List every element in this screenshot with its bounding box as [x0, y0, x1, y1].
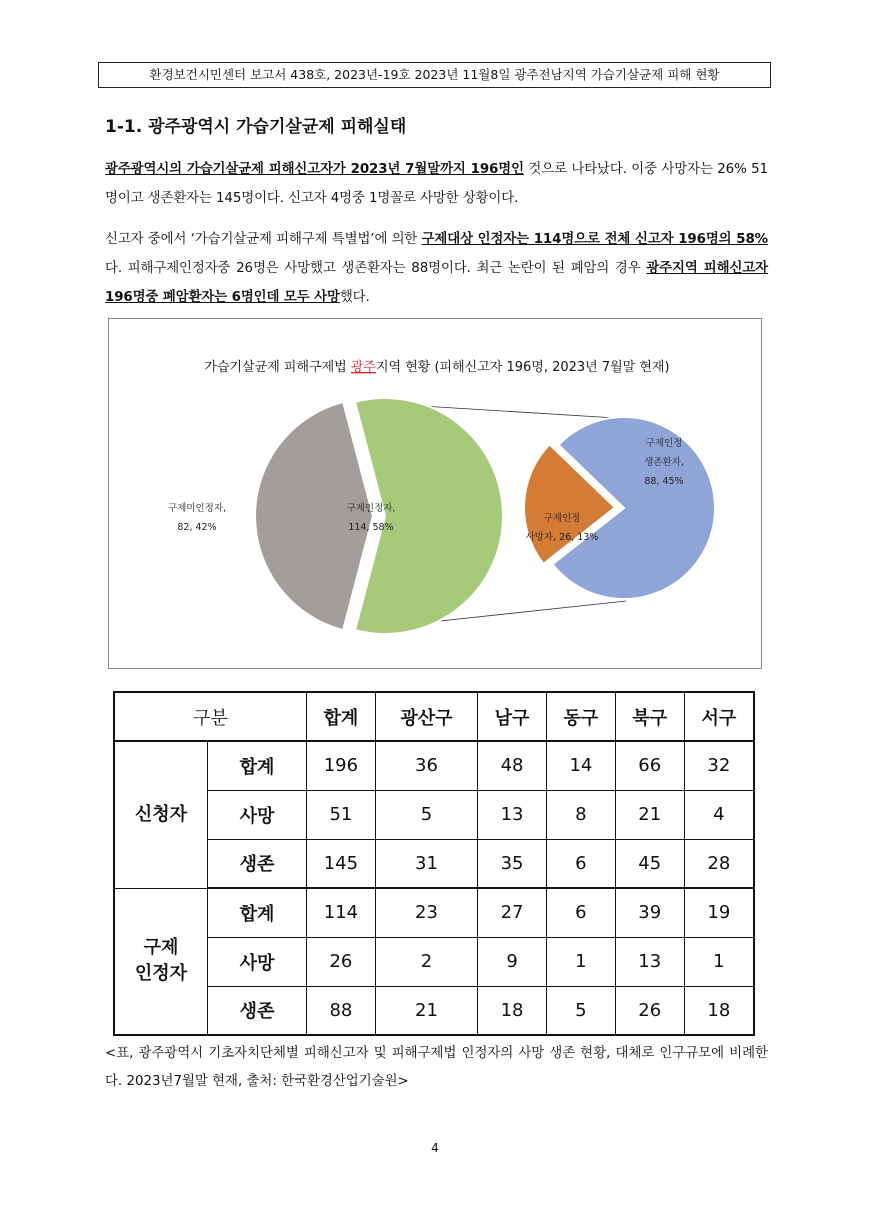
col-header: 합계 [307, 692, 376, 741]
sub-pie-label-deaths: 사망자, 26, 13% [525, 532, 599, 543]
table-row [114, 888, 754, 937]
table-cell: 19 [684, 888, 754, 937]
table-cell: 35 [478, 839, 547, 888]
table-caption: <표, 광주광역시 기초자치단체별 피해신고자 및 피해구제법 인정자의 사망 생존 현황, 대체로 인구규모에 비례한다. 2023년7월말 현재, 출처: 한국환경산업기술원> [105, 1046, 768, 1089]
table-cell: 45 [615, 839, 684, 888]
paragraph-1-highlight: 광주광역시의 가습기살균제 피해신고자가 2023년 7월말까지 196명인 [105, 162, 524, 177]
row-label: 사망 [208, 790, 307, 839]
pie-of-pie-chart [109, 319, 763, 670]
pie-label-recognized: 구제인정자, [346, 503, 396, 514]
paragraph-2-highlight-2: 광주지역 피해신고자 196명중 폐암환자는 6명인데 모두 사망 [105, 261, 768, 305]
table-row [114, 986, 754, 1035]
district-table [113, 691, 755, 1036]
pie-label-recognized: 114, 58% [348, 522, 394, 533]
chart-title-highlight: 광주 [350, 360, 376, 375]
table-cell: 9 [478, 937, 547, 986]
table-cell: 13 [615, 937, 684, 986]
pie-label-unrecognized: 82, 42% [177, 522, 217, 533]
table-cell: 5 [546, 986, 615, 1035]
paragraph-2-text-2: 다. 피해구제인정자중 26명은 사망했고 생존환자는 88명이다. 최근 논란이 된 폐암의 경우 [105, 261, 647, 276]
table-cell: 21 [615, 790, 684, 839]
section-title: 1-1. 광주광역시 가습기살균제 피해실태 [105, 117, 407, 137]
row-label: 생존 [208, 986, 307, 1035]
paragraph-2-text-1: 신고자 중에서 ‘가습기살균제 피해구제 특별법’에 의한 [105, 232, 422, 247]
table-cell: 8 [546, 790, 615, 839]
sub-pie-label-survivors: 구제인정 [645, 438, 683, 449]
table-header-row [114, 692, 754, 741]
table-cell: 39 [615, 888, 684, 937]
table-cell: 88 [307, 986, 376, 1035]
table-cell: 36 [375, 741, 477, 790]
pie-label-unrecognized: 구제미인정자, [167, 503, 227, 514]
table-cell: 1 [546, 937, 615, 986]
chart-title: 가습기살균제 피해구제법 광주지역 현황 (피해신고자 196명, 2023년 7월말 현재) [204, 360, 670, 375]
group-label: 신청자 [114, 741, 208, 888]
table-cell: 14 [546, 741, 615, 790]
row-label: 생존 [208, 839, 307, 888]
paragraph-1-text: 것으로 나타났다. 이중 사망자는 26% 51명이고 생존환자는 145명이다. 신고자 4명중 1명꼴로 사망한 상황이다. [105, 162, 768, 206]
table-cell: 26 [307, 937, 376, 986]
paragraph-1 [105, 155, 768, 213]
table-cell: 27 [478, 888, 547, 937]
col-header: 남구 [478, 692, 547, 741]
paragraph-2-text-3: 했다. [339, 290, 370, 305]
table-row [114, 937, 754, 986]
table-cell: 5 [375, 790, 477, 839]
pie-chart-frame [108, 318, 762, 669]
col-header: 서구 [684, 692, 754, 741]
sub-pie-label-deaths: 구제인정 [543, 513, 581, 524]
table-cell: 32 [684, 741, 754, 790]
table-cell: 23 [375, 888, 477, 937]
table-cell: 28 [684, 839, 754, 888]
pie-slice-recognized [355, 398, 503, 634]
table-row [114, 790, 754, 839]
col-header: 동구 [546, 692, 615, 741]
table-cell: 66 [615, 741, 684, 790]
table-cell: 196 [307, 741, 376, 790]
table-cell: 31 [375, 839, 477, 888]
table-cell: 18 [684, 986, 754, 1035]
table-cell: 18 [478, 986, 547, 1035]
report-header: 환경보건시민센터 보고서 438호, 2023년-19호 2023년 11월8일 광주전남지역 가습기살균제 피해 현황 [98, 62, 771, 88]
table-cell: 48 [478, 741, 547, 790]
table-corner: 구분 [114, 692, 307, 741]
row-label: 합계 [208, 741, 307, 790]
table-cell: 26 [615, 986, 684, 1035]
table-cell: 21 [375, 986, 477, 1035]
table-cell: 6 [546, 888, 615, 937]
table-row [114, 839, 754, 888]
pie-slice-unrecognized [255, 402, 373, 630]
sub-pie-label-survivors: 생존환자, [644, 457, 684, 468]
table-cell: 51 [307, 790, 376, 839]
col-header: 광산구 [375, 692, 477, 741]
table-cell: 1 [684, 937, 754, 986]
table-cell: 2 [375, 937, 477, 986]
table-cell: 145 [307, 839, 376, 888]
row-label: 사망 [208, 937, 307, 986]
table-cell: 13 [478, 790, 547, 839]
sub-pie-label-survivors: 88, 45% [644, 476, 684, 487]
paragraph-2-highlight-1: 구제대상 인정자는 114명으로 전체 신고자 196명의 58% [421, 232, 768, 247]
table-cell: 6 [546, 839, 615, 888]
row-label: 합계 [208, 888, 307, 937]
table-row [114, 741, 754, 790]
page-number: 4 [431, 1141, 439, 1155]
paragraph-2 [105, 225, 768, 312]
table-cell: 114 [307, 888, 376, 937]
table-cell: 4 [684, 790, 754, 839]
group-label: 구제 인정자 [114, 888, 208, 1035]
col-header: 북구 [615, 692, 684, 741]
